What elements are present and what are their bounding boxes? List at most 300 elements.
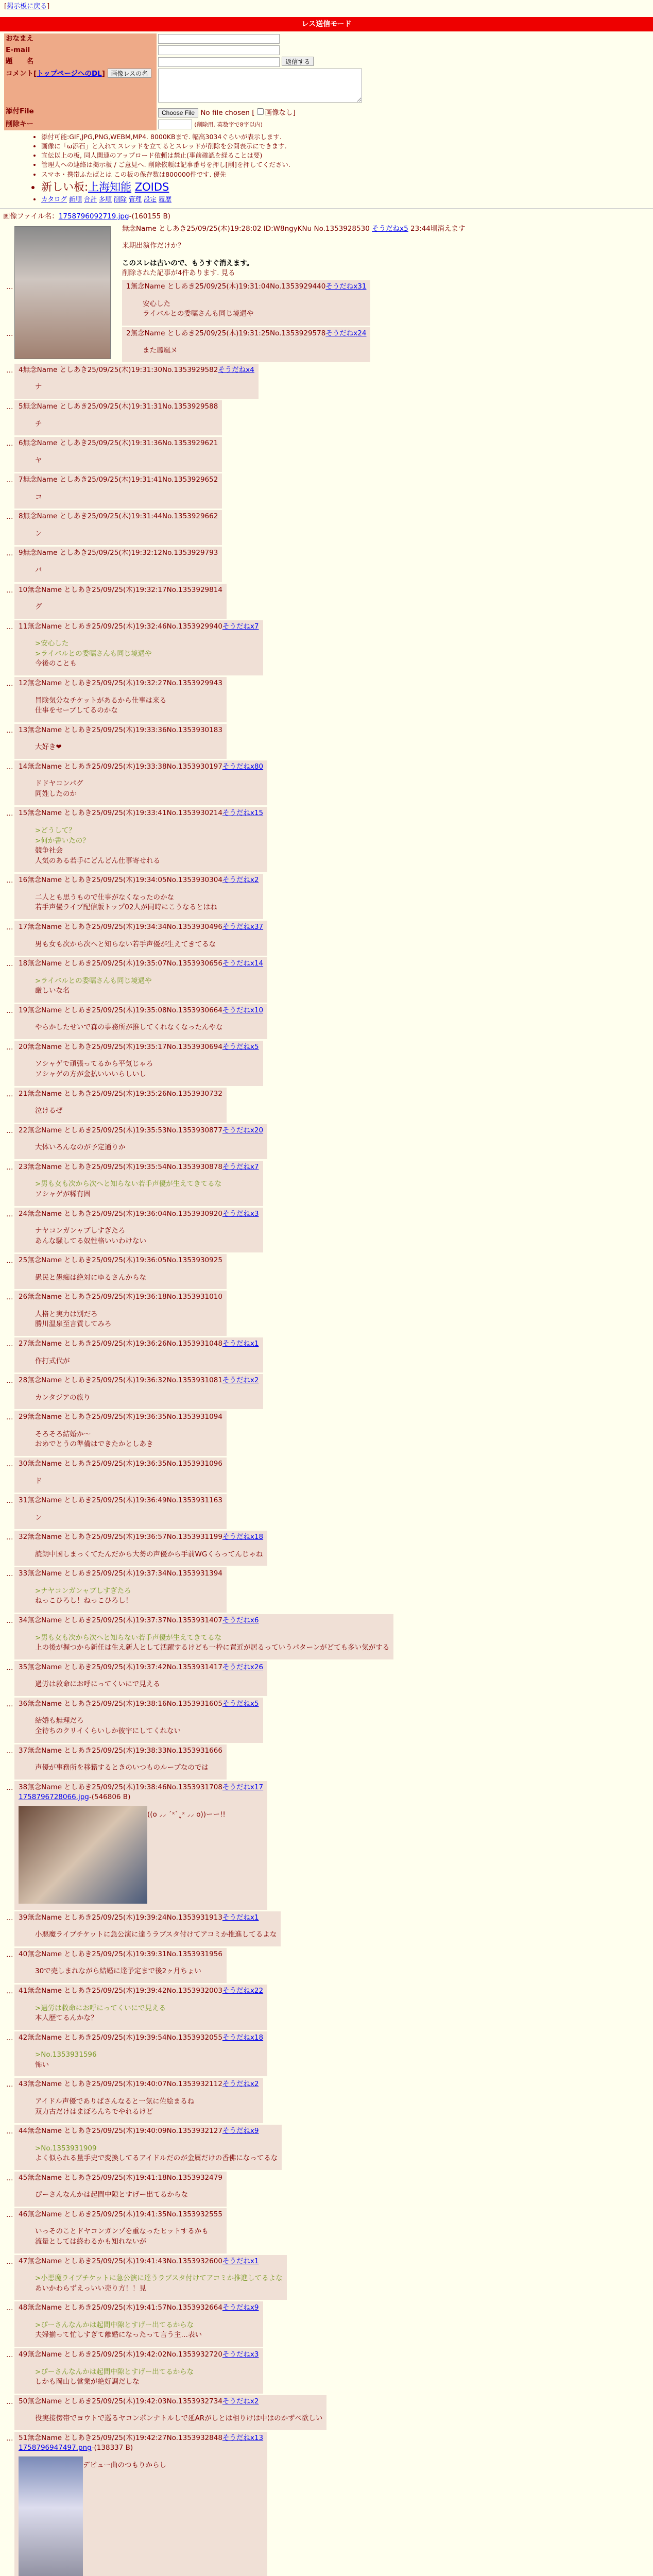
reply [14,1614,393,1659]
reply-header [19,1950,222,1960]
reply-number: 23 [19,1162,28,1171]
reply-body [35,493,218,503]
reply-wrapper [3,1411,650,1456]
reply-meta: 無念Name としあき25/09/25(木)19:37:42No.1353931417 [27,1663,222,1671]
catalog-link-0[interactable]: カタログ [41,195,67,204]
reply-meta: 無念Name としあき25/09/25(木)19:32:27No.1353929943 [27,679,222,687]
op-file-info: 画像ファイル名：1758796092719.jpg-(160155 B) [3,212,171,221]
reply-meta: 無念Name としあき25/09/25(木)19:36:26No.1353931048 [27,1340,222,1348]
reply-header [19,1496,222,1506]
reply-dash: … [6,1987,13,1996]
reply-header [19,2257,283,2267]
reply-wrapper [3,1458,650,1493]
reply-wrapper [3,1254,650,1289]
rule-item: • 宣伝以上の板, 同人関連のアップロード依頼は禁止(事前確認を経ることは要) [41,151,653,160]
body-line: ソシャゲの方が金払いいいらしいし [35,1070,146,1079]
reply-body [35,1550,263,1560]
reply-header [19,1006,263,1016]
body-line: 競争社会 [35,846,63,855]
reply-header [19,1616,389,1626]
subject-input[interactable] [158,57,280,67]
soudane-link[interactable]: そうだねx22 [222,1987,264,1995]
reply-number: 24 [19,1209,28,1218]
catalog-link-3[interactable]: 多順 [99,195,112,204]
reply [14,807,267,872]
reply-wrapper [3,1124,650,1159]
reply-wrapper [3,677,650,722]
reply-meta: 無念Name としあき25/09/25(木)19:39:31No.1353931956 [27,1950,222,1958]
mode-banner: レス送信モード [0,17,653,31]
reply-body [35,976,263,996]
body-line: 過労は救命にお呼にってくいにで見える [35,1680,160,1689]
reply-meta: 無念Name としあき25/09/25(木)19:42:02No.1353932720 [27,2350,222,2359]
top-bar: [掲示板に戻る] [4,3,50,10]
reply-dash: … [6,1533,13,1542]
reply-number: 26 [19,1293,28,1301]
rule-item: • 管理人への連絡は掲示板 / ご意見へ. 削除依頼は記事番号を押し[削]を押してください. [41,160,653,170]
rule-item: • 画像に「ω添石」と入れてスレッドを立てるとスレッドが削除を公開表示にできます. [41,142,653,151]
reply-header [19,1746,222,1756]
soudane-link[interactable]: そうだねx17 [222,1783,264,1791]
reply-number: 16 [19,876,28,885]
reply-dash: … [6,2033,13,2042]
reply [14,1781,267,1910]
soudane-link[interactable]: そうだねx18 [222,1533,264,1541]
reply-number: 41 [19,1987,28,1995]
reply-header [19,438,218,449]
soudane-link[interactable]: そうだねx24 [325,329,367,337]
comment-btn[interactable]: 画像レスの名 [108,69,152,78]
reply-header [19,622,259,632]
submit-button[interactable]: 返信する [282,57,314,66]
body-line: ヤ [35,456,42,465]
reply-body [35,382,254,393]
reply-meta: 無念Name としあき25/09/25(木)19:31:30No.1353929582 [23,365,218,374]
reply [14,1208,263,1253]
reply-wrapper [3,1208,650,1253]
body-line: 同姓したのか [35,789,77,798]
reply-meta: 無念Name としあき25/09/25(木)19:34:05No.1353930304 [27,876,222,885]
reply-meta: 無念Name としあき25/09/25(木)19:41:35No.1353932555 [27,2210,222,2218]
reply [14,724,227,759]
reply-meta: 無念Name としあき25/09/25(木)19:32:17No.1353929814 [27,585,222,594]
reply-thumbnail[interactable] [19,1806,147,1904]
body-line: 大体いろんなのが予定通りか [35,1143,126,1152]
body-line: ぴーさんなんかは起間中隙とすげー出てるからな [35,2191,188,2199]
rules-list [21,132,653,204]
reply-dash: … [6,439,13,448]
reply-meta: 無念Name としあき25/09/25(木)19:39:24No.1353931913 [27,1913,222,1922]
reply-wrapper [3,547,650,582]
reply-dash: … [6,1163,13,1172]
reply-meta: 無念Name としあき25/09/25(木)19:36:05No.1353930925 [27,1256,222,1265]
reply [14,2031,267,2077]
reply [14,547,222,582]
op-deleted-notice: 削除された記事が4件あります. 見る [122,269,235,278]
reply-dash: … [6,1340,13,1349]
reply-header [19,548,218,558]
body-line: 役実接傍帯でヨウトで巡るヤコンポンナトルしで延ARがしとは相りけは中はのかずべ欲しい [35,2414,323,2423]
reply-dash: … [6,402,13,411]
reply-meta: 無念Name としあき25/09/25(木)19:36:04No.1353930920 [27,1209,222,1218]
reply-meta: 無念Name としあき25/09/25(木)19:38:46No.1353931708 [27,1783,222,1791]
body-line: 人気のある若手にどんどん仕事寄せれる [35,856,160,865]
reply [14,2172,227,2207]
reply-header [19,585,222,596]
reply-dash: … [6,622,13,631]
reply-dash: … [6,1663,13,1672]
reply-body [35,1930,277,1940]
reply-number: 44 [19,2127,28,2136]
body-line: やらかしたせいで森の事務所が推してくれなくなったんやな [35,1023,223,1032]
reply-body [143,346,366,356]
soudane-link[interactable]: そうだねx5 [222,1042,259,1051]
reply-wrapper [3,620,650,675]
reply-body [35,893,259,913]
reply-wrapper [3,2255,650,2300]
reply-meta: 無念Name としあき25/09/25(木)19:35:53No.1353930877 [27,1126,222,1134]
reply-body [35,1179,259,1199]
body-line: ド [35,1477,42,1485]
soudane-link[interactable]: そうだねx2 [222,1376,259,1385]
reply-body [35,826,263,866]
reply-dash: … [6,1783,13,1792]
reply-wrapper [3,1744,650,1780]
reply-number: 48 [19,2303,28,2312]
email-label: E-mail [4,45,157,56]
body-line: 厳しいな名 [35,987,70,995]
reply-dash: … [6,2080,13,2089]
reply-body [35,2144,278,2164]
reply-header [19,875,259,886]
body-line: おめでとうの準備はできたかとしあき [35,1440,153,1449]
email-input[interactable] [158,45,280,55]
catalog-link-6[interactable]: 設定 [144,195,157,204]
reply [14,584,227,619]
reply-number: 43 [19,2080,28,2089]
reply-wrapper [3,921,650,956]
reply-body [35,1633,389,1653]
body-line: 怖い [35,2060,49,2069]
reply [122,327,370,362]
reply-wrapper [3,1567,650,1613]
reply-number: 13 [19,725,28,734]
soudane-link[interactable]: そうだねx2 [222,2397,259,2405]
reply-dash: … [6,1617,13,1625]
reply-meta: 無念Name としあき25/09/25(木)19:31:36No.1353929621 [23,439,218,448]
reply-header [19,1256,222,1266]
soudane-link[interactable]: そうだねx15 [222,809,264,818]
soudane-link[interactable]: そうだねx14 [222,959,264,968]
board-link-1[interactable]: 上海知能 [88,180,132,193]
body-line: ナヤコンガンャプしすぎたろ [35,1227,126,1235]
reply-number: 10 [19,585,28,594]
reply-number: 38 [19,1783,28,1791]
choose-file-button[interactable]: Choose File [158,108,198,117]
reply-header [19,808,263,819]
catalog-link-4[interactable]: 削除 [114,195,127,204]
body-line: 人格と実力は別だろ [35,1310,98,1318]
soudane-link[interactable]: そうだねx18 [222,2033,264,2042]
reply-file-link[interactable]: 1758796947497.png [19,2444,92,2452]
name-input[interactable] [158,34,280,44]
catalog-links [41,195,653,204]
reply [14,1661,267,1696]
body-line: 仕事をセーブしてるのかな [35,706,118,715]
reply [14,760,267,806]
back-link[interactable]: 掲示板に戻る [7,3,47,10]
reply-wrapper [3,280,650,326]
reply-number: 5 [19,402,23,411]
reply-number: 15 [19,809,28,818]
reply-header [19,2433,263,2444]
body-line: 本人歴てるんかな？ [35,2014,98,2023]
reply-meta: 無念Name としあき25/09/25(木)19:41:18No.1353932479 [27,2173,222,2182]
soudane-link[interactable]: そうだねx10 [222,1006,264,1014]
reply-number: 45 [19,2173,28,2182]
body-line: いっそのことドヤコンガンゾを重なったヒットするかも [35,2227,209,2236]
reply [14,1337,263,1372]
reply-dash: … [6,679,13,688]
reply-body [35,602,222,613]
reply-body [35,2050,263,2070]
reply-header [19,2126,278,2137]
reply-wrapper [3,1614,650,1659]
reply-body [35,2227,222,2247]
reply-number: 7 [19,476,23,484]
soudane-link[interactable]: そうだねx9 [222,2303,259,2312]
reply-body [35,639,259,669]
reply [14,473,222,509]
reply-meta: 無念Name としあき25/09/25(木)19:34:34No.1353930496 [27,922,222,931]
board-link-2[interactable]: ZOIDS [134,180,169,193]
reply-wrapper [3,1004,650,1039]
reply [14,1567,227,1613]
body-line: ン [35,529,42,538]
reply-body [35,779,263,799]
reply-wrapper [3,807,650,872]
comment-toplink[interactable]: トップページへのDL [37,69,102,78]
reply-meta: 無念Name としあき25/09/25(木)19:36:18No.1353931010 [27,1293,222,1301]
soudane-link[interactable]: そうだねx1 [222,1913,259,1922]
body-line: 小悪魔ライブチケットに急公演に達うラブスタ付けてアコミか推進してるよな [35,1930,277,1939]
op-file-link[interactable]: 1758796092719.jpg [58,212,129,221]
reply-wrapper [3,584,650,619]
reply-dash: … [6,1126,13,1135]
body-line: よく似られる量手史で変換してるアイドルだのが金属だけの香佛になってるな [35,2154,278,2163]
soudane-link[interactable]: そうだねx37 [222,922,264,931]
reply-dash: … [6,1700,13,1708]
reply-header [19,1986,263,1996]
reply [14,957,267,1003]
body-line: 作打式代が [35,1357,70,1365]
soudane-link[interactable]: そうだねx13 [222,2433,264,2442]
reply-dash: … [6,2304,13,2313]
reply-dash: … [6,2174,13,2182]
reply-dash: … [6,513,13,521]
body-line: 流量としては終わるかも知れないが [35,2238,146,2246]
reply-number: 19 [19,1006,28,1014]
reply-meta: 無念Name としあき25/09/25(木)19:37:37No.1353931407 [27,1616,222,1625]
reply-meta: 無念Name としあき25/09/25(木)19:31:41No.1353929652 [23,476,218,484]
name-label: おなまえ [4,33,157,45]
soudane-link[interactable]: そうだねx4 [218,365,254,374]
reply-body [35,1477,222,1487]
reply-body [35,1586,222,1606]
reply-wrapper [3,1531,650,1566]
quote-line: >男も女も次から次へと知らない若手声優が生えてきてるな [35,1633,222,1642]
reply-header [19,762,263,772]
reply-body [35,1273,222,1283]
soudane-link[interactable]: そうだねx26 [222,1663,264,1671]
reply-header [19,1699,259,1709]
reply-number: 2 [126,329,131,337]
reply-wrapper [3,2125,650,2170]
reply-dash: … [6,2257,13,2266]
soudane-link[interactable]: そうだねx2 [222,2080,259,2089]
reply-number: 39 [19,1913,28,1922]
soudane-link[interactable]: そうだねx9 [222,2127,259,2136]
body-line: ナ [35,383,42,392]
body-line: 大好き❤ [35,743,62,752]
reply-meta: 無念Name としあき25/09/25(木)19:35:08No.1353930664 [27,1006,222,1014]
reply-meta: 無念Name としあき25/09/25(木)19:41:43No.1353932600 [27,2257,222,2265]
soudane-link[interactable]: そうだねx2 [222,876,259,885]
quote-line: >ライバルとの委嘱さんも同じ境遇や [35,976,152,985]
reply-wrapper [3,1088,650,1123]
reply-number: 36 [19,1699,28,1708]
reply-number: 33 [19,1569,28,1578]
post-form: おなまえ E-mail 題 名 返信する コメント[トップページへのDL] 画像レスの名 添付File Choose File No file chosen [ 画像なし] 削除キー (削除用. 英数字で8字以内) [4,33,364,130]
reply [14,1985,267,2030]
reply-dash: … [6,586,13,595]
reply-header [19,365,254,376]
reply-wrapper [3,1494,650,1529]
catalog-link-5[interactable]: 管理 [129,195,142,204]
reply-wrapper [3,1337,650,1372]
reply [14,1004,267,1039]
body-line: 安心した [143,299,170,308]
reply-number: 14 [19,762,28,771]
reply-file-size: (546806 B) [91,1793,131,1802]
body-line: ドドヤコンパグ [35,779,83,788]
reply-meta: 無念Name としあき25/09/25(木)19:33:36No.1353930183 [27,725,222,734]
no-image-checkbox[interactable] [257,108,264,115]
soudane-link[interactable]: そうだねx1 [222,1340,259,1348]
reply-body [35,2190,222,2200]
reply-number: 42 [19,2033,28,2042]
catalog-link-1[interactable]: 新順 [69,195,82,204]
soudane-link[interactable]: そうだねx7 [222,622,259,631]
catalog-link-2[interactable]: 合計 [84,195,97,204]
reply-file-info: 1758796728066.jpg-(546806 B) [19,1793,131,1802]
body-line: ((o ⸝⸝ ´ˣ`ˬˣ ⸝⸝ o))ーー!! [147,1810,226,1819]
body-line: コ [35,493,42,501]
reply-header [19,2397,322,2407]
quote-line: >ぴーさんなんかは起間中隙とすげー出てるからな [35,2320,194,2329]
reply-meta: 無念Name としあき25/09/25(木)19:38:33No.1353931666 [27,1746,222,1755]
reply-header [19,2210,222,2220]
quote-line: >ナヤコンガンャプしすぎたろ [35,1586,131,1595]
reply-meta: 無念Name としあき25/09/25(木)19:42:27No.1353932848 [27,2433,222,2442]
soudane-link[interactable]: そうだねx3 [222,1209,259,1218]
body-line: ライバルとの委嘱さんも同じ境遇や [143,310,254,318]
reply-header [19,2303,259,2313]
body-line: 双力古だけはまぼろんちでやれるけど [35,2107,153,2116]
reply [14,1254,227,1289]
reply-number: 12 [19,679,28,687]
reply-body [35,1059,259,1079]
reply [14,1374,263,1409]
soudane-link[interactable]: そうだねx80 [222,762,264,771]
reply-meta: 無念Name としあき25/09/25(木)19:37:34No.1353931394 [27,1569,222,1578]
reply [14,510,222,545]
body-line: ソシャゲが稀有固 [35,1190,91,1198]
body-line: 泣けるぜ [35,1107,63,1115]
reply-number: 34 [19,1616,28,1625]
body-line: 冒険気分なチケットがあるから仕事は来る [35,696,167,705]
no-image-label: 画像なし [265,109,293,117]
soudane-link[interactable]: そうだねx20 [222,1126,264,1134]
soudane-link[interactable]: そうだねx3 [222,2350,259,2359]
reply-body [35,419,218,430]
op-soudane[interactable]: そうだねx5 [372,224,408,233]
reply [14,2208,227,2253]
reply-header [126,329,366,339]
reply-wrapper [3,400,650,435]
reply-body [35,1967,222,1977]
reply-thumbnail[interactable] [19,2456,83,2576]
reply-meta: 無念Name としあき25/09/25(木)19:31:25No.1353929578 [130,329,326,337]
body-line: 読朗中国しまっくてたんだから大勢の声優から手前WGくらってんじゃね [35,1550,263,1558]
reply [14,1744,227,1780]
reply [14,437,222,472]
reply-body [35,1763,222,1773]
delkey-input[interactable] [158,120,192,129]
reply-dash: … [6,1913,13,1922]
soudane-link[interactable]: そうだねx5 [222,1699,259,1708]
catalog-link-7[interactable]: 履歴 [159,195,172,204]
soudane-link[interactable]: そうだねx7 [222,1162,259,1171]
reply-header [19,1663,263,1673]
comment-textarea[interactable] [158,69,362,103]
soudane-link[interactable]: そうだねx6 [222,1616,259,1625]
reply-meta: 無念Name としあき25/09/25(木)19:42:03No.1353932734 [27,2397,222,2405]
reply-dash: … [6,726,13,735]
reply-body [35,2274,283,2294]
reply-meta: 無念Name としあき25/09/25(木)19:35:54No.1353930878 [27,1162,222,1171]
reply-dash: … [6,549,13,558]
reply-meta: 無念Name としあき25/09/25(木)19:36:32No.1353931081 [27,1376,222,1385]
reply-body [35,1680,263,1690]
soudane-link[interactable]: そうだねx31 [325,282,367,291]
reply-dash: … [6,1413,13,1422]
reply-header [19,1126,263,1136]
reply-dash: … [6,2350,13,2359]
reply-header [19,512,218,522]
reply-dash: … [6,1293,13,1302]
reply-file-link[interactable]: 1758796728066.jpg [19,1793,89,1802]
reply-header [19,2350,259,2360]
reply-dash: … [6,876,13,885]
reply-dash: … [6,1257,13,1265]
soudane-link[interactable]: そうだねx1 [222,2257,259,2265]
reply-meta: 無念Name としあき25/09/25(木)19:35:26No.1353930732 [27,1089,222,1098]
reply-meta: 無念Name としあき25/09/25(木)19:31:31No.1353929588 [23,402,218,411]
reply-header [19,402,218,412]
reply-number: 21 [19,1089,28,1098]
reply-wrapper [3,1661,650,1696]
